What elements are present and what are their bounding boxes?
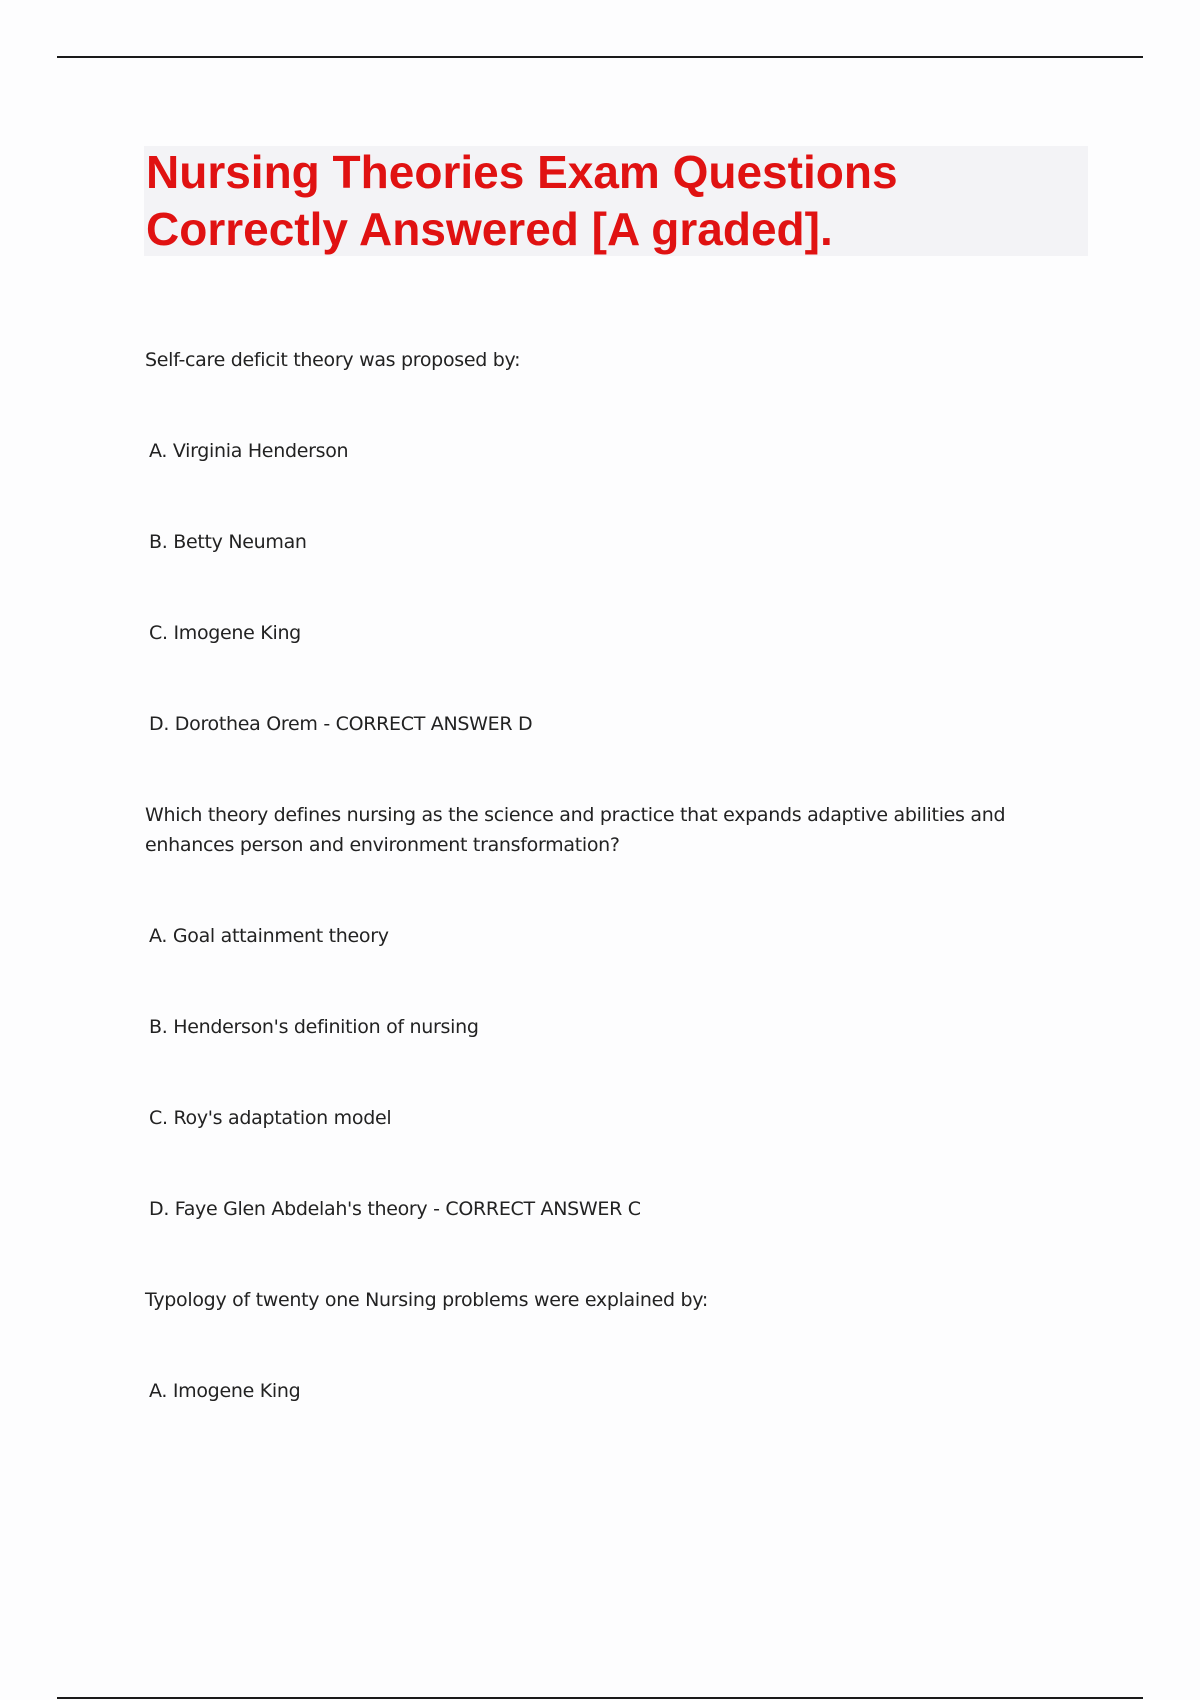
header-rule: [57, 56, 1143, 58]
question-2-option-d: D. Faye Glen Abdelah's theory - CORRECT ANSWER C: [149, 1198, 641, 1220]
footer-rule: [57, 1697, 1143, 1699]
question-1-option-a: A. Virginia Henderson: [149, 440, 349, 462]
question-2-option-c: C. Roy's adaptation model: [149, 1107, 392, 1129]
question-1-option-d: D. Dorothea Orem - CORRECT ANSWER D: [149, 713, 533, 735]
question-3-option-a: A. Imogene King: [149, 1380, 301, 1402]
question-2-prompt: Which theory defines nursing as the science and practice that expands adaptive abilities and enhances person and environment transformation?: [145, 804, 1006, 856]
question-2-option-b: B. Henderson's definition of nursing: [149, 1016, 479, 1038]
question-1-option-c: C. Imogene King: [149, 622, 301, 644]
question-2-option-a: A. Goal attainment theory: [149, 925, 389, 947]
question-1-prompt: Self-care deficit theory was proposed by:: [145, 349, 521, 371]
document-title: Nursing Theories Exam Questions Correctly Answered [A graded].: [146, 146, 898, 255]
question-1-option-b: B. Betty Neuman: [149, 531, 307, 553]
question-3-prompt: Typology of twenty one Nursing problems were explained by:: [145, 1289, 708, 1311]
